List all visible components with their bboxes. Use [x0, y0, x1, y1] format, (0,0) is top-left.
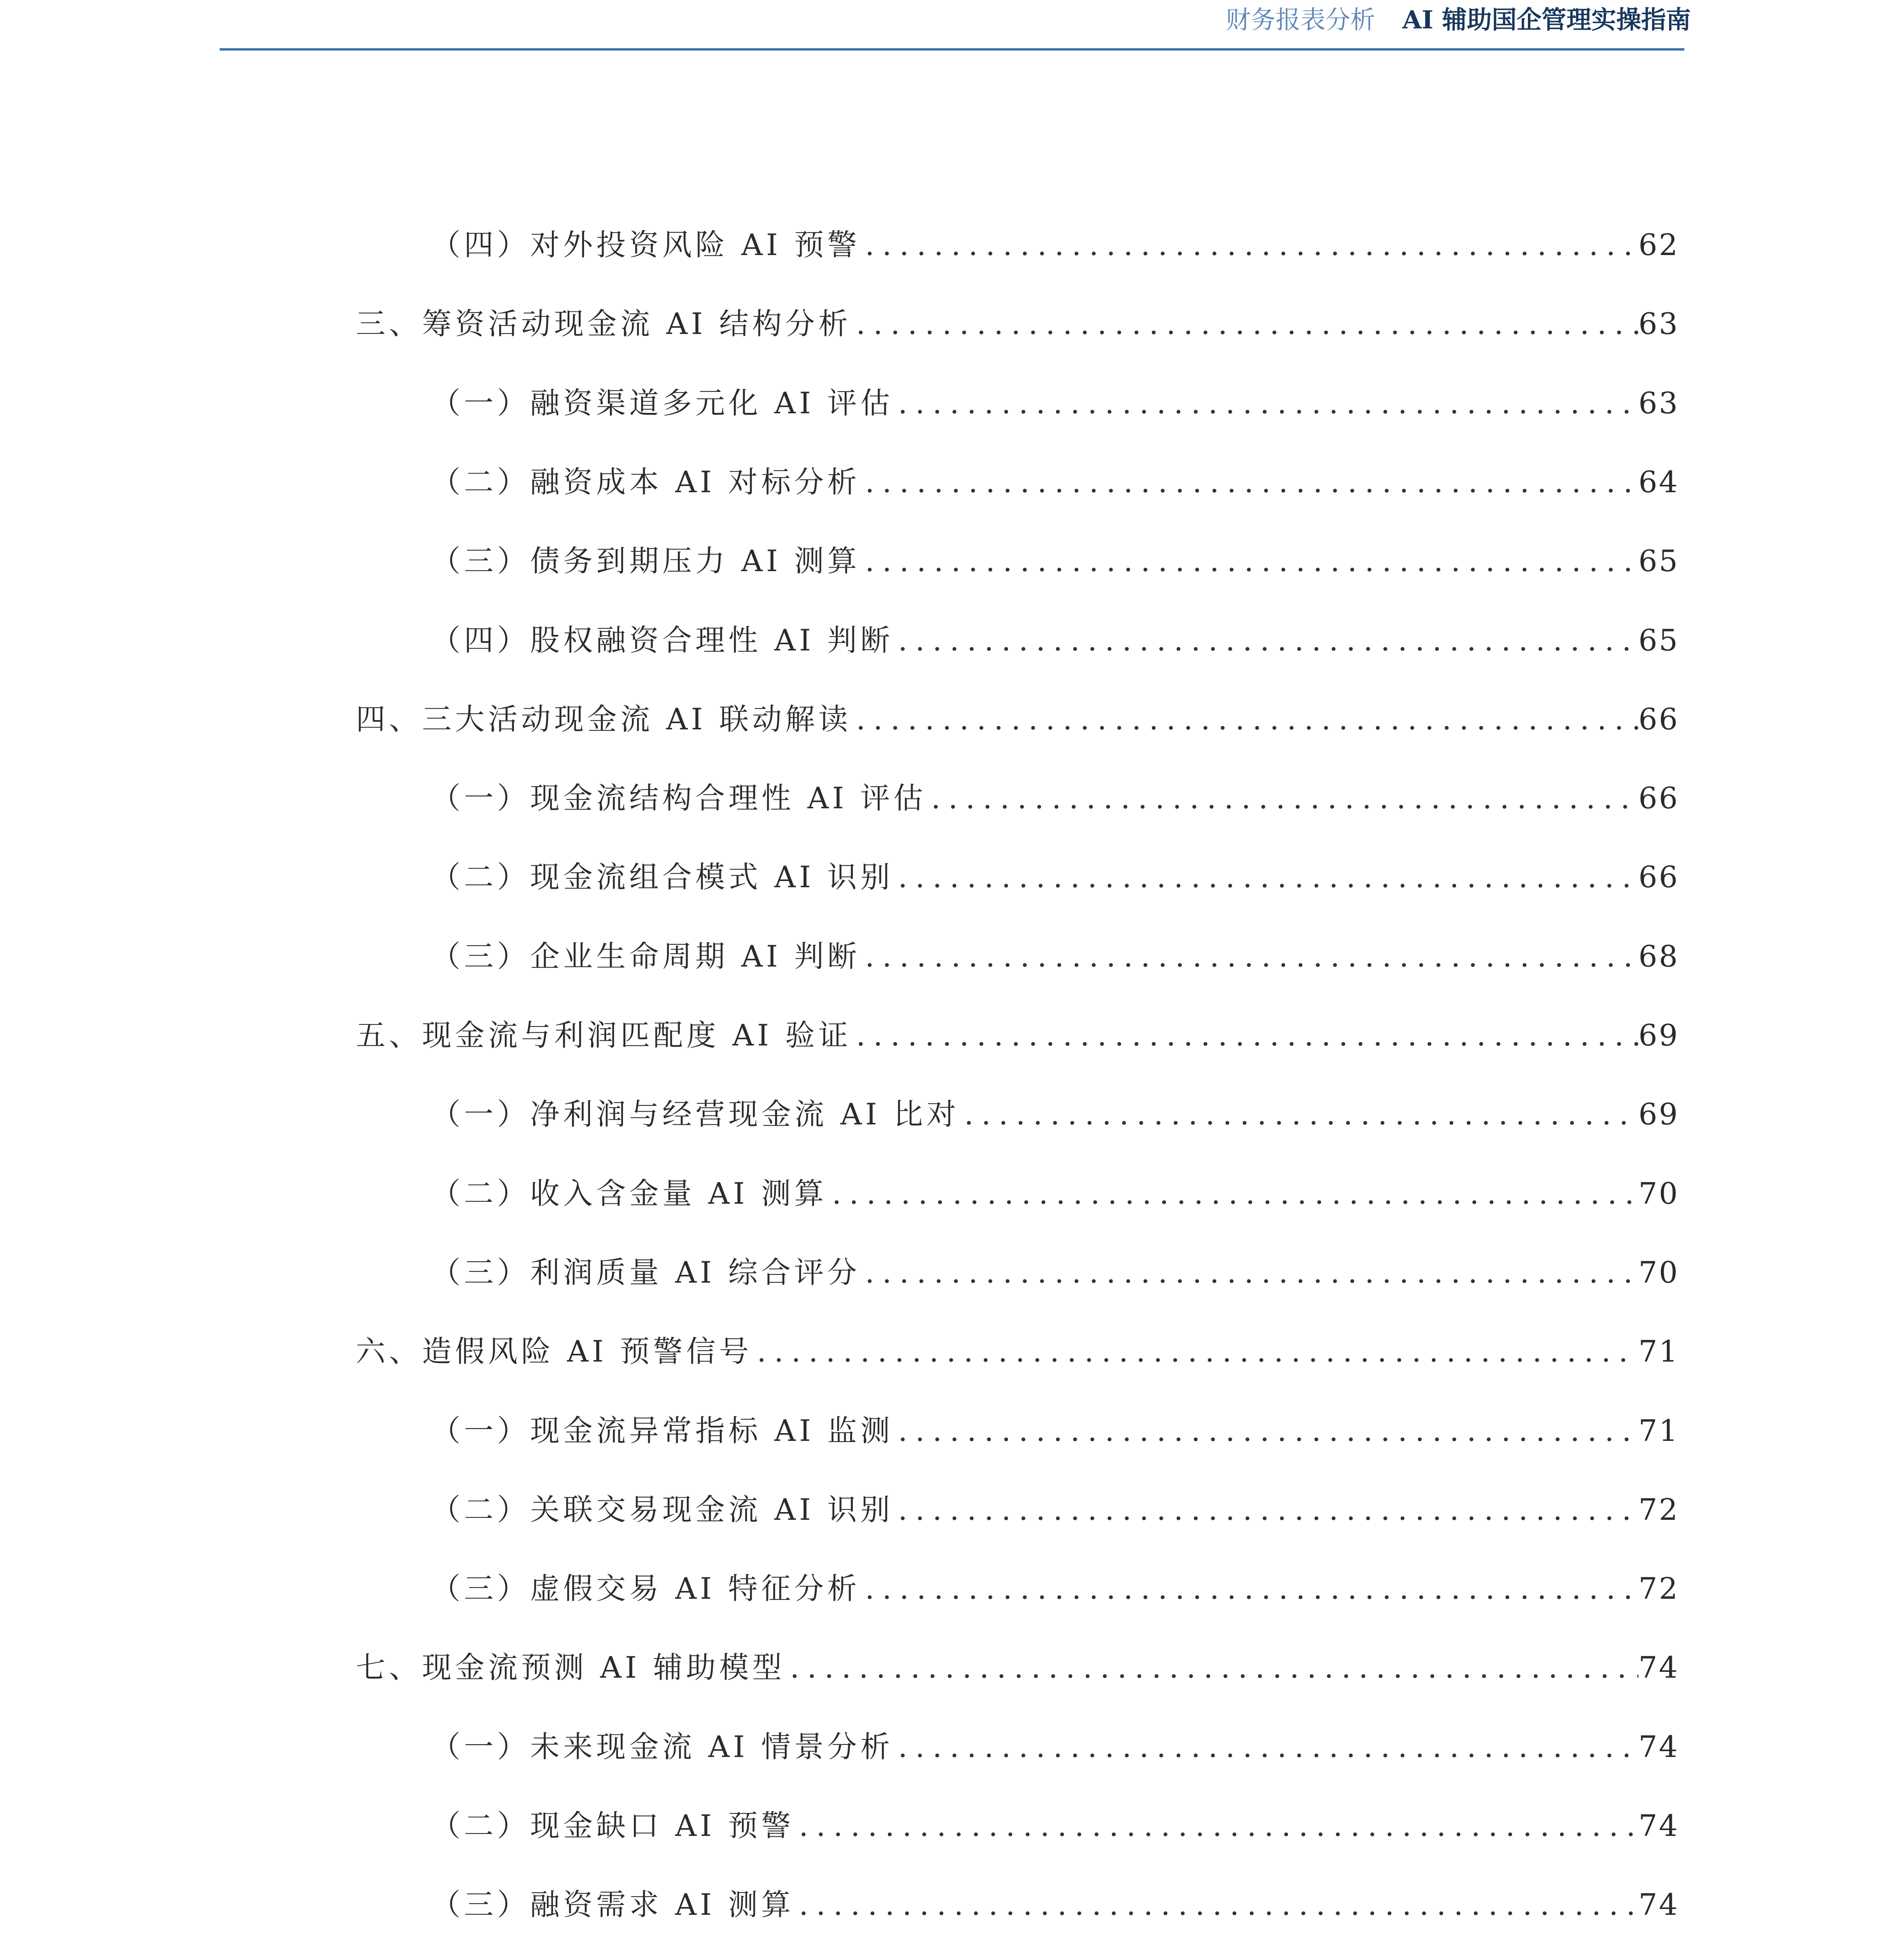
toc-entry[interactable] [356, 698, 1679, 741]
toc-dot-leader [794, 1804, 1638, 1847]
toc-entry-page: 71 [1638, 1334, 1679, 1369]
toc-entry[interactable] [431, 1251, 1679, 1294]
toc-entry-page: 72 [1638, 1492, 1679, 1527]
toc-entry[interactable] [431, 1883, 1679, 1926]
toc-dot-leader [893, 1409, 1638, 1452]
toc-entry-page: 74 [1638, 1729, 1679, 1764]
toc-entry[interactable] [356, 1330, 1679, 1373]
toc-dot-leader [893, 1488, 1638, 1531]
toc-entry[interactable] [431, 540, 1679, 582]
toc-entry[interactable] [431, 1409, 1679, 1452]
toc-dot-leader [893, 382, 1638, 425]
toc-entry-page: 63 [1638, 306, 1679, 341]
toc-entry[interactable] [431, 461, 1679, 503]
toc-entry-page: 66 [1638, 781, 1679, 815]
toc-dot-leader [785, 1646, 1638, 1689]
toc-entry-page: 71 [1638, 1413, 1679, 1448]
toc-entry[interactable] [431, 1172, 1679, 1215]
toc-entry[interactable] [431, 224, 1679, 266]
toc-entry-label: （二）融资成本 AI 对标分析 [431, 465, 861, 499]
toc-entry-page: 74 [1638, 1887, 1679, 1922]
toc-entry-label: 三、筹资活动现金流 AI 结构分析 [356, 306, 852, 341]
toc-entry[interactable] [431, 1804, 1679, 1847]
toc-entry-label: （三）债务到期压力 AI 测算 [431, 544, 861, 578]
toc-entry-page: 68 [1638, 939, 1679, 974]
toc-dot-leader [851, 698, 1638, 741]
toc-entry-label: （三）虚假交易 AI 特征分析 [431, 1571, 861, 1606]
toc-entry-page: 70 [1638, 1255, 1679, 1290]
toc-entry-label: （三）企业生命周期 AI 判断 [431, 939, 861, 974]
toc-entry-page: 65 [1638, 623, 1679, 657]
toc-entry-page: 69 [1638, 1097, 1679, 1131]
toc-entry[interactable] [356, 302, 1679, 345]
toc-entry-label: （三）融资需求 AI 测算 [431, 1887, 794, 1922]
toc-entry-page: 74 [1638, 1808, 1679, 1843]
header-right-title: AI 辅助国企管理实操指南 [1402, 5, 1691, 35]
toc-entry-label: （一）净利润与经营现金流 AI 比对 [431, 1097, 960, 1131]
toc-entry[interactable] [431, 1567, 1679, 1610]
toc-entry-page: 69 [1638, 1018, 1679, 1052]
toc-dot-leader [827, 1172, 1638, 1215]
toc-dot-leader [959, 1093, 1638, 1136]
toc-entry-page: 74 [1638, 1650, 1679, 1685]
toc-entry[interactable] [431, 1725, 1679, 1768]
header-left-title: 财务报表分析 [1226, 6, 1376, 35]
toc-entry-label: （二）现金缺口 AI 预警 [431, 1808, 794, 1843]
toc-entry-label: （三）利润质量 AI 综合评分 [431, 1255, 861, 1290]
toc-entry[interactable] [431, 1093, 1679, 1136]
toc-entry-label: （二）收入含金量 AI 测算 [431, 1176, 828, 1211]
toc-dot-leader [860, 1251, 1638, 1294]
toc-entry[interactable] [431, 856, 1679, 899]
toc-entry-page: 70 [1638, 1176, 1679, 1211]
toc-entry[interactable] [356, 1014, 1679, 1057]
toc-entry[interactable] [431, 935, 1679, 978]
toc-dot-leader [893, 856, 1638, 899]
toc-entry-label: （二）现金流组合模式 AI 识别 [431, 860, 894, 894]
toc-dot-leader [860, 461, 1638, 503]
toc-dot-leader [794, 1883, 1638, 1926]
toc-entry-page: 64 [1638, 465, 1679, 499]
toc-dot-leader [893, 619, 1638, 662]
toc-dot-leader [860, 224, 1638, 266]
toc-entry-label: 七、现金流预测 AI 辅助模型 [356, 1650, 786, 1685]
toc-entry-label: （一）未来现金流 AI 情景分析 [431, 1729, 894, 1764]
toc-entry-page: 62 [1638, 227, 1679, 262]
toc-entry-page: 65 [1638, 544, 1679, 578]
toc-entry-label: （一）现金流结构合理性 AI 评估 [431, 781, 927, 815]
toc-entry-label: 四、三大活动现金流 AI 联动解读 [356, 702, 852, 736]
toc-dot-leader [860, 935, 1638, 978]
toc-entry-page: 63 [1638, 386, 1679, 420]
toc-dot-leader [851, 302, 1638, 345]
toc-entry-label: （一）融资渠道多元化 AI 评估 [431, 386, 894, 420]
toc-dot-leader [851, 1014, 1638, 1057]
toc-entry-page: 66 [1638, 860, 1679, 894]
toc-entry[interactable] [431, 1488, 1679, 1531]
toc-entry-label: （二）关联交易现金流 AI 识别 [431, 1492, 894, 1527]
toc-dot-leader [860, 1567, 1638, 1610]
toc-entry[interactable] [431, 619, 1679, 662]
toc-entry-page: 72 [1638, 1571, 1679, 1606]
toc-entry[interactable] [431, 382, 1679, 425]
toc-entry-label: （四）股权融资合理性 AI 判断 [431, 623, 894, 657]
toc-dot-leader [893, 1725, 1638, 1768]
toc-entry-label: 六、造假风险 AI 预警信号 [356, 1334, 752, 1369]
toc-entry-label: 五、现金流与利润匹配度 AI 验证 [356, 1018, 852, 1052]
toc-entry-label: （一）现金流异常指标 AI 监测 [431, 1413, 894, 1448]
toc-entry-label: （四）对外投资风险 AI 预警 [431, 227, 861, 262]
toc-entry[interactable] [431, 777, 1679, 820]
toc-dot-leader [926, 777, 1638, 820]
toc-dot-leader [752, 1330, 1638, 1373]
toc-entry[interactable] [356, 1646, 1679, 1689]
toc-dot-leader [860, 540, 1638, 582]
toc-entry-page: 66 [1638, 702, 1679, 736]
